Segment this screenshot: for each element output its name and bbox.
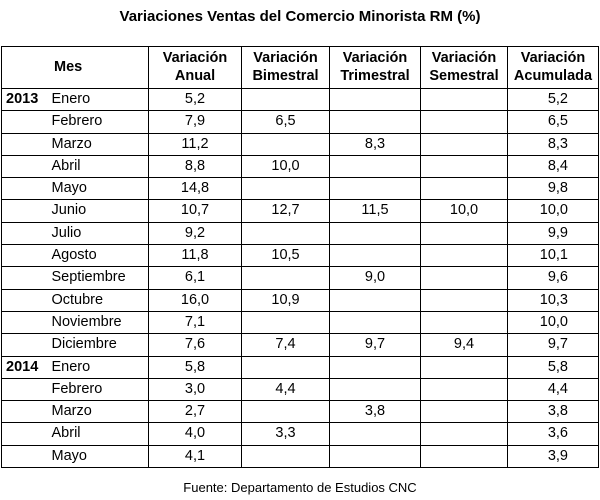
acumulada-cell: 8,4 xyxy=(508,155,599,177)
header-bimestral: Variación Bimestral xyxy=(242,47,330,89)
year-cell xyxy=(2,289,50,311)
month-cell: Marzo xyxy=(50,401,149,423)
year-cell xyxy=(2,311,50,333)
semestral-cell xyxy=(421,445,508,467)
sales-variation-table xyxy=(1,46,599,468)
year-cell: 2014 xyxy=(2,356,50,378)
anual-cell: 4,0 xyxy=(149,423,242,445)
header-semestral: Variación Semestral xyxy=(421,47,508,89)
bimestral-cell xyxy=(242,267,330,289)
header-anual: Variación Anual xyxy=(149,47,242,89)
bimestral-cell: 6,5 xyxy=(242,111,330,133)
trimestral-cell xyxy=(330,378,421,400)
anual-cell: 5,2 xyxy=(149,89,242,111)
bimestral-cell: 7,4 xyxy=(242,334,330,356)
bimestral-cell: 4,4 xyxy=(242,378,330,400)
year-cell xyxy=(2,178,50,200)
month-cell: Febrero xyxy=(50,378,149,400)
source-note: Fuente: Departamento de Estudios CNC xyxy=(183,480,417,495)
month-cell: Julio xyxy=(50,222,149,244)
trimestral-cell: 9,7 xyxy=(330,334,421,356)
acumulada-cell: 5,8 xyxy=(508,356,599,378)
trimestral-cell xyxy=(330,155,421,177)
year-cell xyxy=(2,334,50,356)
year-cell: 2013 xyxy=(2,89,50,111)
year-cell xyxy=(2,378,50,400)
year-cell xyxy=(2,155,50,177)
anual-cell: 11,8 xyxy=(149,245,242,267)
bimestral-cell: 12,7 xyxy=(242,200,330,222)
trimestral-cell: 8,3 xyxy=(330,133,421,155)
trimestral-cell xyxy=(330,289,421,311)
anual-cell: 7,9 xyxy=(149,111,242,133)
acumulada-cell: 10,3 xyxy=(508,289,599,311)
year-cell xyxy=(2,445,50,467)
acumulada-cell: 3,8 xyxy=(508,401,599,423)
month-cell: Marzo xyxy=(50,133,149,155)
month-cell: Junio xyxy=(50,200,149,222)
year-cell xyxy=(2,267,50,289)
month-cell: Abril xyxy=(50,155,149,177)
semestral-cell xyxy=(421,133,508,155)
month-cell: Diciembre xyxy=(50,334,149,356)
anual-cell: 11,2 xyxy=(149,133,242,155)
table-row xyxy=(2,133,599,155)
bimestral-cell xyxy=(242,133,330,155)
anual-cell: 7,6 xyxy=(149,334,242,356)
table-row xyxy=(2,245,599,267)
semestral-cell xyxy=(421,245,508,267)
acumulada-cell: 10,0 xyxy=(508,200,599,222)
year-cell xyxy=(2,111,50,133)
acumulada-cell: 10,1 xyxy=(508,245,599,267)
trimestral-cell xyxy=(330,356,421,378)
acumulada-cell: 9,6 xyxy=(508,267,599,289)
trimestral-cell: 11,5 xyxy=(330,200,421,222)
anual-cell: 4,1 xyxy=(149,445,242,467)
table-row xyxy=(2,334,599,356)
acumulada-cell: 5,2 xyxy=(508,89,599,111)
trimestral-cell xyxy=(330,111,421,133)
anual-cell: 9,2 xyxy=(149,222,242,244)
semestral-cell xyxy=(421,401,508,423)
table-row xyxy=(2,200,599,222)
anual-cell: 6,1 xyxy=(149,267,242,289)
table-row xyxy=(2,178,599,200)
table-row xyxy=(2,155,599,177)
header-mes: Mes xyxy=(2,47,149,89)
month-cell: Enero xyxy=(50,356,149,378)
month-cell: Septiembre xyxy=(50,267,149,289)
header-row xyxy=(2,47,599,89)
table-row xyxy=(2,445,599,467)
table-row xyxy=(2,401,599,423)
trimestral-cell: 9,0 xyxy=(330,267,421,289)
semestral-cell xyxy=(421,378,508,400)
bimestral-cell: 10,0 xyxy=(242,155,330,177)
bimestral-cell xyxy=(242,178,330,200)
trimestral-cell xyxy=(330,89,421,111)
semestral-cell xyxy=(421,423,508,445)
year-cell xyxy=(2,222,50,244)
table-body xyxy=(2,89,599,468)
table-row xyxy=(2,267,599,289)
month-cell: Octubre xyxy=(50,289,149,311)
month-cell: Mayo xyxy=(50,445,149,467)
acumulada-cell: 3,6 xyxy=(508,423,599,445)
acumulada-cell: 9,9 xyxy=(508,222,599,244)
anual-cell: 5,8 xyxy=(149,356,242,378)
acumulada-cell: 8,3 xyxy=(508,133,599,155)
table-row xyxy=(2,89,599,111)
semestral-cell xyxy=(421,289,508,311)
bimestral-cell xyxy=(242,222,330,244)
page-title: Variaciones Ventas del Comercio Minorista RM (%) xyxy=(119,8,481,25)
bimestral-cell: 10,5 xyxy=(242,245,330,267)
anual-cell: 2,7 xyxy=(149,401,242,423)
table-row xyxy=(2,356,599,378)
semestral-cell: 10,0 xyxy=(421,200,508,222)
header-trimestral: Variación Trimestral xyxy=(330,47,421,89)
acumulada-cell: 9,7 xyxy=(508,334,599,356)
acumulada-cell: 3,9 xyxy=(508,445,599,467)
bimestral-cell: 10,9 xyxy=(242,289,330,311)
month-cell: Mayo xyxy=(50,178,149,200)
anual-cell: 7,1 xyxy=(149,311,242,333)
trimestral-cell xyxy=(330,423,421,445)
month-cell: Abril xyxy=(50,423,149,445)
semestral-cell xyxy=(421,222,508,244)
month-cell: Febrero xyxy=(50,111,149,133)
trimestral-cell xyxy=(330,178,421,200)
table-row xyxy=(2,111,599,133)
trimestral-cell xyxy=(330,222,421,244)
bimestral-cell xyxy=(242,401,330,423)
semestral-cell xyxy=(421,89,508,111)
bimestral-cell xyxy=(242,89,330,111)
trimestral-cell xyxy=(330,445,421,467)
semestral-cell xyxy=(421,111,508,133)
month-cell: Enero xyxy=(50,89,149,111)
semestral-cell xyxy=(421,155,508,177)
acumulada-cell: 6,5 xyxy=(508,111,599,133)
month-cell: Agosto xyxy=(50,245,149,267)
anual-cell: 16,0 xyxy=(149,289,242,311)
table-row xyxy=(2,222,599,244)
bimestral-cell xyxy=(242,445,330,467)
acumulada-cell: 10,0 xyxy=(508,311,599,333)
trimestral-cell xyxy=(330,245,421,267)
semestral-cell xyxy=(421,356,508,378)
year-cell xyxy=(2,423,50,445)
year-cell xyxy=(2,133,50,155)
bimestral-cell xyxy=(242,311,330,333)
acumulada-cell: 9,8 xyxy=(508,178,599,200)
bimestral-cell xyxy=(242,356,330,378)
trimestral-cell xyxy=(330,311,421,333)
header-acumulada: Variación Acumulada xyxy=(508,47,599,89)
month-cell: Noviembre xyxy=(50,311,149,333)
anual-cell: 14,8 xyxy=(149,178,242,200)
anual-cell: 10,7 xyxy=(149,200,242,222)
semestral-cell xyxy=(421,311,508,333)
bimestral-cell: 3,3 xyxy=(242,423,330,445)
anual-cell: 8,8 xyxy=(149,155,242,177)
semestral-cell: 9,4 xyxy=(421,334,508,356)
table-row xyxy=(2,311,599,333)
trimestral-cell: 3,8 xyxy=(330,401,421,423)
year-cell xyxy=(2,401,50,423)
year-cell xyxy=(2,200,50,222)
table-row xyxy=(2,378,599,400)
table-row xyxy=(2,423,599,445)
semestral-cell xyxy=(421,178,508,200)
acumulada-cell: 4,4 xyxy=(508,378,599,400)
semestral-cell xyxy=(421,267,508,289)
year-cell xyxy=(2,245,50,267)
table-row xyxy=(2,289,599,311)
anual-cell: 3,0 xyxy=(149,378,242,400)
